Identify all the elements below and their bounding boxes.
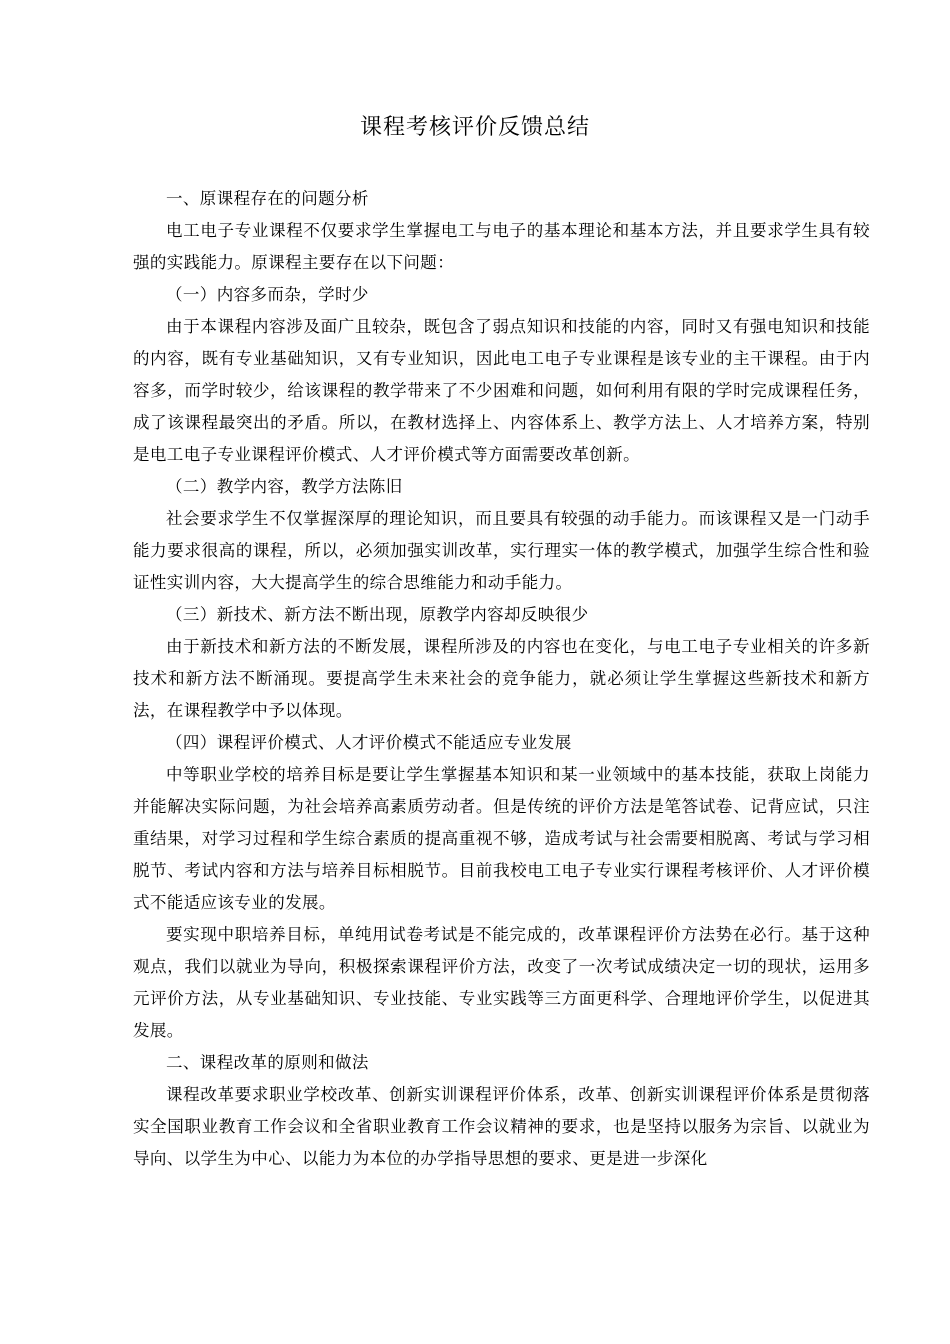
section-heading: 一、原课程存在的问题分析 [166, 189, 369, 208]
paragraph: 由于本课程内容涉及面广且较杂，既包含了弱点知识和技能的内容，同时又有强电知识和技能的内容，既有专业基础知识，又有专业知识，因此电工电子专业课程是该专业的主干课程。由于内容多，而学时较少，给该课程的教学带来了不少困难和问题，如何利用有限的学时完成课程任务，成了该课程最突出的矛盾。所以，在教材选择上、内容体系上、教学方法上、人才培养方案，特别是电工电子专业课程评价模式、人才评价模式等方面需要改革创新。 [133, 317, 870, 464]
paragraph: 要实现中职培养目标，单纯用试卷考试是不能完成的，改革课程评价方法势在必行。基于这种观点，我们以就业为导向，积极探索课程评价方法，改变了一次考试成绩决定一切的现状，运用多元评价方法，从专业基础知识、专业技能、专业实践等三方面更科学、合理地评价学生，以促进其发展。 [133, 925, 870, 1040]
paragraph: 中等职业学校的培养目标是要让学生掌握基本知识和某一业领域中的基本技能，获取上岗能力并能解决实际问题，为社会培养高素质劳动者。但是传统的评价方法是笔答试卷、记背应试，只注重结果，对学习过程和学生综合素质的提高重视不够，造成考试与社会需要相脱离、考试与学习相脱节、考试内容和方法与培养目标相脱节。目前我校电工电子专业实行课程考核评价、人才评价模式不能适应该专业的发展。 [133, 765, 870, 912]
paragraph: 社会要求学生不仅掌握深厚的理论知识，而且要具有较强的动手能力。而该课程又是一门动手能力要求很高的课程，所以，必须加强实训改革，实行理实一体的教学模式，加强学生综合性和验证性实训内容，大大提高学生的综合思维能力和动手能力。 [133, 509, 870, 592]
document-title: 课程考核评价反馈总结 [359, 115, 590, 140]
subsection-heading: （三）新技术、新方法不断出现，原教学内容却反映很少 [166, 605, 589, 624]
paragraph: 电工电子专业课程不仅要求学生掌握电工与电子的基本理论和基本方法，并且要求学生具有较强的实践能力。原课程主要存在以下问题： [133, 221, 870, 272]
paragraph: 课程改革要求职业学校改革、创新实训课程评价体系，改革、创新实训课程评价体系是贯彻落实全国职业教育工作会议和全省职业教育工作会议精神的要求，也是坚持以服务为宗旨、以就业为导向、以学生为中心、以能力为本位的办学指导思想的要求、更是进一步深化 [133, 1085, 870, 1168]
subsection-heading: （四）课程评价模式、人才评价模式不能适应专业发展 [166, 733, 572, 752]
document-body [133, 183, 870, 1175]
paragraph: 由于新技术和新方法的不断发展，课程所涉及的内容也在变化，与电工电子专业相关的许多新技术和新方法不断涌现。要提高学生未来社会的竞争能力，就必须让学生掌握这些新技术和新方法，在课程教学中予以体现。 [133, 637, 870, 720]
subsection-heading: （二）教学内容，教学方法陈旧 [166, 477, 403, 496]
subsection-heading: （一）内容多而杂，学时少 [166, 285, 369, 304]
section-heading: 二、课程改革的原则和做法 [166, 1053, 369, 1072]
